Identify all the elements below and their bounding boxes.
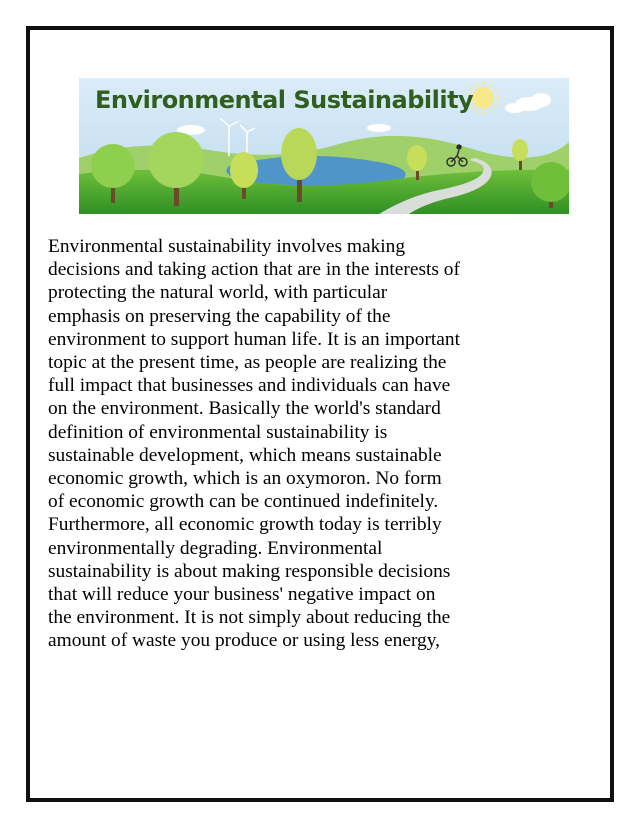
text-line: environmentally degrading. Environmental — [48, 537, 383, 559]
text-line: of economic growth can be continued indefinitely. — [48, 491, 439, 513]
text-line: emphasis on preserving the capability of the — [48, 305, 391, 327]
text-line: sustainable development, which means sustainable — [48, 444, 442, 466]
text-line: that will reduce your business' negative impact on — [48, 584, 436, 606]
text-line: on the environment. Basically the world's standard — [48, 398, 441, 420]
banner-title: Environmental Sustainability — [95, 86, 474, 114]
text-line: amount of waste you produce or using less energy, — [48, 630, 441, 652]
text-line: topic at the present time, as people are realizing the — [48, 352, 447, 374]
body-paragraph — [48, 235, 548, 653]
text-line: definition of environmental sustainability is — [48, 421, 388, 443]
text-line: protecting the natural world, with particular — [48, 282, 388, 304]
text-line: economic growth, which is an oxymoron. No form — [48, 468, 442, 490]
text-line: environment to support human life. It is an important — [48, 328, 460, 350]
text-line: full impact that businesses and individuals can have — [48, 375, 451, 397]
text-line: the environment. It is not simply about reducing the — [48, 607, 451, 629]
text-line: sustainability is about making responsible decisions — [48, 560, 451, 582]
text-line: decisions and taking action that are in the interests of — [48, 259, 460, 281]
header-banner — [79, 78, 569, 214]
text-line: Furthermore, all economic growth today is terribly — [48, 514, 442, 536]
text-line: Environmental sustainability involves making — [48, 236, 406, 257]
